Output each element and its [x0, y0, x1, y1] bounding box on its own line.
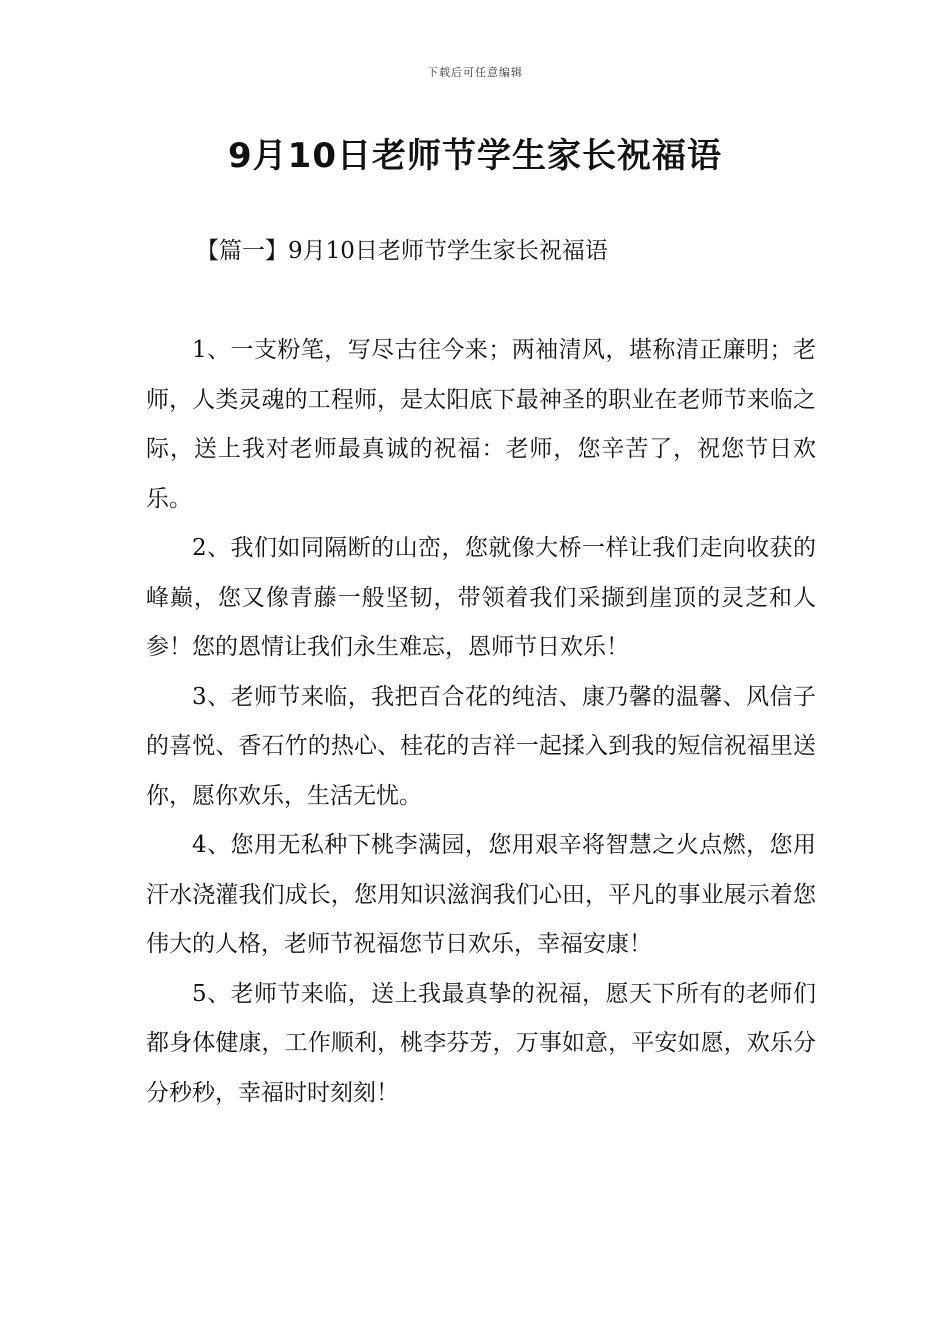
header-note: 下载后可任意编辑	[427, 66, 523, 79]
section-heading: 【篇一】9月10日老师节学生家长祝福语	[196, 238, 608, 264]
paragraph-1: 1、一支粉笔，写尽古往今来；两袖清风，堪称清正廉明；老师，人类灵魂的工程师，是太阳底下最神圣的职业在老师节来临之际，送上我对老师最真诚的祝福：老师，您辛苦了，祝您节日欢乐。	[146, 337, 816, 512]
paragraph-2: 2、我们如同隔断的山峦，您就像大桥一样让我们走向收获的峰巅，您又像青藤一般坚韧，带领着我们采撷到崖顶的灵芝和人参！您的恩情让我们永生难忘，恩师节日欢乐！	[146, 535, 816, 660]
paragraph-3: 3、老师节来临，我把百合花的纯洁、康乃馨的温馨、风信子的喜悦、香石竹的热心、桂花的吉祥一起揉入到我的短信祝福里送你，愿你欢乐，生活无忧。	[146, 683, 816, 809]
paragraph-5: 5、老师节来临，送上我最真挚的祝福，愿天下所有的老师们都身体健康，工作顺利，桃李芬芳，万事如意，平安如愿，欢乐分分秒秒，幸福时时刻刻！	[146, 980, 816, 1106]
paragraph-4: 4、您用无私种下桃李满园，您用艰辛将智慧之火点燃，您用汗水浇灌我们成长，您用知识滋润我们心田，平凡的事业展示着您伟大的人格，老师节祝福您节日欢乐，幸福安康！	[146, 832, 816, 957]
document-title: 9月10日老师节学生家长祝福语	[228, 136, 722, 176]
document-body	[146, 326, 816, 1118]
